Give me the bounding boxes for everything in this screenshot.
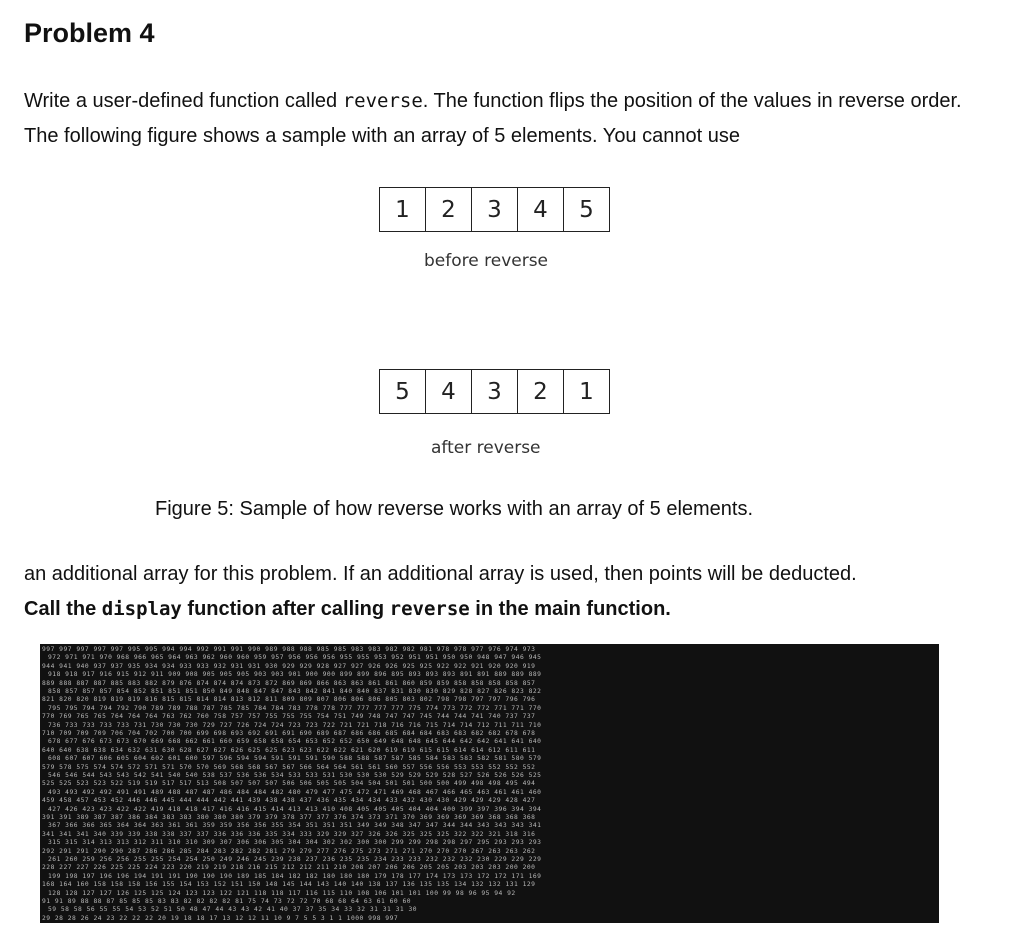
noise-row: 972 971 971 970 968 966 965 964 963 962 960 960 959 957 956 956 956 955 955 953 952 951 951 950 950 948 947 946 945	[48, 654, 542, 662]
after-cell: 3	[471, 370, 517, 413]
noise-row: 546 546 544 543 543 542 541 540 540 538 537 536 536 534 533 533 531 530 530 530 529 529 529 528 527 526 526 526 525	[48, 772, 542, 779]
before-array	[379, 187, 610, 232]
noise-row: 944 941 940 937 937 935 934 934 933 933 932 931 931 930 929 929 928 927 927 926 926 925 925 922 922 921 920 920 919	[42, 662, 536, 670]
noise-row: 710 709 709 709 706 704 702 700 700 699 698 693 692 691 691 690 689 687 686 686 685 684 684 683 683 682 682 678 678	[42, 730, 536, 737]
noise-row: 128 128 127 127 126 125 125 124 123 123 122 121 118 118 117 116 115 110 108 106 101 101 100 99 98 96 95 94 92	[48, 889, 516, 897]
intro-code-reverse: reverse	[342, 90, 423, 112]
noise-row: 391 391 389 387 387 386 384 383 383 380 380 380 379 379 378 377 377 376 374 373 371 370 369 369 369 369 368 368 368	[42, 814, 536, 821]
noise-row: 292 291 291 290 290 287 286 286 285 284 283 282 282 281 279 279 277 276 275 273 271 271 270 270 270 267 263 263 262	[42, 847, 536, 855]
after-cell: 2	[517, 370, 563, 413]
noise-row: 315 315 314 313 313 312 311 310 310 309 307 306 306 305 304 304 302 302 300 300 299 299 298 298 297 295 293 293 293	[48, 839, 542, 847]
before-reverse-label: before reverse	[424, 251, 549, 271]
noise-row: 889 888 887 887 885 883 882 879 876 874 874 874 873 872 869 869 866 863 863 861 861 860 859 859 858 858 858 858 857	[42, 679, 536, 687]
noise-row: 795 795 794 794 792 790 789 789 788 787 785 785 784 784 783 778 778 777 777 777 777 775 774 773 772 772 771 771 770	[48, 704, 542, 712]
code-reverse: reverse	[389, 598, 470, 620]
figure-caption: Figure 5: Sample of how reverse works with an array of 5 elements.	[155, 498, 754, 520]
noise-row: 608 607 607 606 605 604 602 601 600 597 596 594 594 591 591 591 590 588 588 587 587 585 584 583 583 582 581 580 579	[48, 755, 542, 763]
before-cell: 5	[563, 188, 609, 231]
after-cell: 5	[395, 378, 410, 405]
bold-part: in the main function.	[469, 598, 671, 620]
noise-row: 168 164 160 158 158 158 156 155 154 153 152 151 150 148 145 144 143 140 140 138 137 136 135 135 134 132 132 131 129	[42, 881, 536, 889]
noise-row: 821 820 820 819 819 819 816 815 815 814 814 813 812 811 809 809 807 806 806 806 805 803 802 798 798 797 797 796 796	[42, 696, 536, 704]
after-array	[379, 369, 610, 414]
after-reverse-label: after reverse	[431, 438, 541, 458]
continuation-paragraph	[24, 557, 986, 627]
noise-row: 640 640 638 638 634 632 631 630 628 627 627 626 625 625 623 623 622 622 621 620 619 619 615 615 614 614 612 611 611	[42, 746, 536, 754]
noise-row: 228 227 227 226 225 225 224 223 220 219 219 218 216 215 212 212 211 210 208 207 206 206 205 205 203 203 203 200 200	[42, 864, 536, 872]
before-cell: 4	[517, 188, 563, 231]
noise-row: 29 28 28 26 24 23 22 22 22 20 19 18 18 17 13 12 12 11 10 9 7 5 5 3 1 1 1000 998 997	[42, 914, 399, 922]
noise-row: 199 198 197 196 196 194 191 191 190 190 190 189 185 184 182 182 180 180 180 179 178 177 174 173 173 172 172 171 169	[48, 872, 542, 880]
intro-text-start: Write a user-defined function called	[24, 90, 343, 112]
noise-row: 91 91 89 88 88 87 85 85 85 83 83 82 82 82 82 81 75 74 73 72 72 70 68 68 64 63 61 60 60	[42, 898, 412, 905]
code-display: display	[101, 598, 182, 620]
noise-row: 736 733 733 733 733 731 730 730 730 729 727 726 724 724 723 723 722 721 721 718 716 716 715 714 714 712 711 711 710	[48, 721, 542, 729]
noise-row: 459 458 457 453 452 446 446 445 444 444 442 441 439 438 438 437 436 435 434 434 433 432 430 430 429 429 429 428 427	[42, 797, 536, 805]
noise-row: 59 58 58 56 55 55 54 53 52 51 50 48 47 44 43 43 42 41 40 37 37 35 34 33 32 31 31 31 30	[48, 906, 418, 914]
bold-part: Call the	[24, 598, 102, 620]
noise-row: 341 341 341 340 339 339 338 338 337 337 336 336 336 335 334 333 329 329 327 326 326 325 325 325 322 322 321 318 316	[42, 830, 536, 838]
intro-text-end: . The function flips the position of the values in reverse order. The following figure shows a sample with an array of 5 elements. You cannot use	[24, 90, 962, 147]
noise-row: 997 997 997 997 997 995 995 994 994 992 991 991 990 989 988 988 985 985 983 983 982 982 981 978 978 977 976 974 973	[42, 646, 536, 653]
before-cell: 1	[395, 196, 410, 223]
number-noise-image	[40, 644, 939, 923]
noise-row: 858 857 857 857 854 852 851 851 851 850 849 848 847 847 843 842 841 840 840 837 831 830 830 829 828 827 826 823 822	[48, 688, 542, 695]
before-cell: 3	[471, 188, 517, 231]
problem-title: Problem 4	[24, 18, 155, 48]
noise-row: 427 426 423 423 422 422 419 418 418 417 416 416 415 414 413 413 410 408 405 405 405 404 404 400 399 397 396 394 394	[48, 805, 542, 813]
noise-row: 493 493 492 492 491 491 489 488 487 487 486 484 484 482 480 479 477 475 472 471 469 468 467 466 465 463 461 461 460	[48, 788, 542, 796]
continuation-text: an additional array for this problem. If an additional array is used, then points will be deducted.	[24, 563, 857, 585]
after-cell: 1	[563, 370, 609, 413]
intro-paragraph	[24, 84, 986, 154]
noise-row: 678 677 676 673 673 670 669 668 662 661 660 659 658 658 654 653 652 652 650 649 648 648 645 644 642 642 641 641 640	[48, 738, 542, 746]
noise-row: 770 769 765 765 764 764 764 763 762 760 758 757 757 755 755 755 754 751 749 748 747 747 745 744 744 741 740 737 737	[42, 713, 536, 721]
instruction-bold	[24, 598, 671, 620]
noise-row: 918 918 917 916 915 912 911 909 908 905 905 905 903 903 901 900 900 899 899 896 895 893 893 893 891 891 889 889 889	[48, 671, 542, 679]
bold-part: function after calling	[181, 598, 390, 620]
noise-row: 367 366 366 365 364 364 363 361 361 359 359 356 356 355 354 351 351 351 349 349 348 347 347 344 344 343 343 343 341	[48, 822, 542, 830]
noise-row: 525 525 523 523 522 519 519 517 517 513 508 507 507 507 506 506 505 505 504 504 501 501 500 500 499 498 498 495 494	[42, 780, 536, 788]
after-cell: 4	[425, 370, 471, 413]
noise-row: 261 260 259 256 256 255 255 254 254 250 249 246 245 239 238 237 236 235 235 234 233 233 232 232 232 230 229 229 229	[48, 856, 542, 863]
noise-row: 579 578 575 574 574 572 571 571 570 570 569 568 568 567 567 566 564 564 561 561 560 557 556 556 553 553 552 552 552	[42, 763, 536, 771]
before-cell: 2	[425, 188, 471, 231]
